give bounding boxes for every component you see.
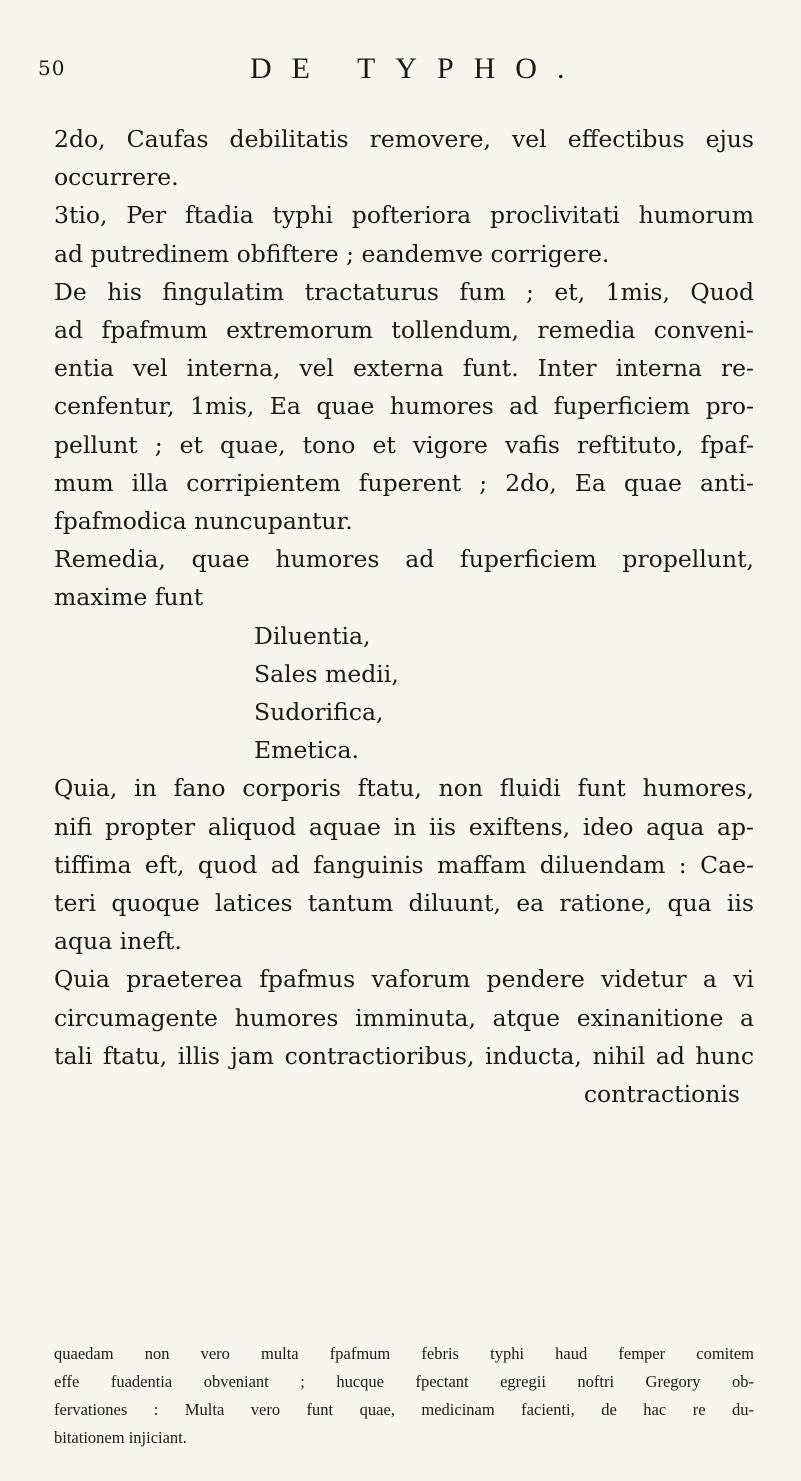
catchword: contractionis	[583, 1080, 740, 1109]
text-line: fpafmodica nuncupantur.	[54, 507, 353, 536]
list-item: Diluentia,	[254, 621, 371, 650]
text-line: cenfentur, 1mis, Ea quae humores ad fuperficiem pro-	[54, 392, 754, 421]
running-head: DE TYPHO.	[250, 52, 585, 85]
text-line: entia vel interna, vel externa funt. Inter interna re-	[54, 354, 754, 383]
text-line: tiffima eft, quod ad fanguinis maffam diluendam : Cae-	[54, 850, 754, 879]
text-line: Quia, in fano corporis ftatu, non fluidi funt humores,	[54, 774, 754, 803]
text-line: circumagente humores imminuta, atque exinanitione a	[54, 1003, 754, 1032]
text-line: mum illa corripientem fuperent ; 2do, Ea quae anti-	[54, 468, 754, 497]
text-line: teri quoque latices tantum diluunt, ea ratione, qua iis	[54, 889, 754, 918]
list-item: Sudorifica,	[254, 698, 384, 727]
footnote-line: effe fuadentia obveniant ; hucque fpectant egregii noftri Gregory ob-	[54, 1372, 754, 1391]
text-line: occurrere.	[54, 163, 179, 192]
text-line: nifi propter aliquod aquae in iis exiftens, ideo aqua ap-	[54, 812, 754, 841]
text-line: Remedia, quae humores ad fuperficiem propellunt,	[54, 545, 754, 574]
text-line: Quia praeterea fpafmus vaforum pendere videtur a vi	[54, 965, 754, 994]
footnote-line: quaedam non vero multa fpafmum febris typhi haud femper comitem	[54, 1344, 754, 1363]
text-line: 3tio, Per ftadia typhi pofteriora proclivitati humorum	[54, 201, 754, 230]
text-line: 2do, Caufas debilitatis removere, vel effectibus ejus	[54, 125, 754, 153]
text-line: ad putredinem obfiftere ; eandemve corrigere.	[54, 239, 610, 268]
text-line: maxime funt	[54, 583, 204, 612]
list-item: Emetica.	[254, 736, 359, 765]
footnote	[54, 1340, 754, 1452]
page-header	[38, 52, 738, 92]
footnote-line: fervationes : Multa vero funt quae, medicinam facienti, de hac re du-	[54, 1400, 754, 1419]
text-line: pellunt ; et quae, tono et vigore vafis reftituto, fpaf-	[54, 430, 754, 459]
text-line: tali ftatu, illis jam contractioribus, inducta, nihil ad hunc	[54, 1041, 754, 1070]
text-line: ad fpafmum extremorum tollendum, remedia conveni-	[54, 316, 754, 345]
footnote-line: bitationem injiciant.	[54, 1428, 187, 1447]
text-line: aqua ineft.	[54, 927, 182, 956]
remedy-list	[254, 617, 754, 770]
main-text	[54, 120, 754, 1113]
text-line: De his fingulatim tractaturus fum ; et, 1mis, Quod	[54, 277, 754, 306]
list-item: Sales medii,	[254, 659, 399, 688]
page-number: 50	[38, 56, 66, 80]
